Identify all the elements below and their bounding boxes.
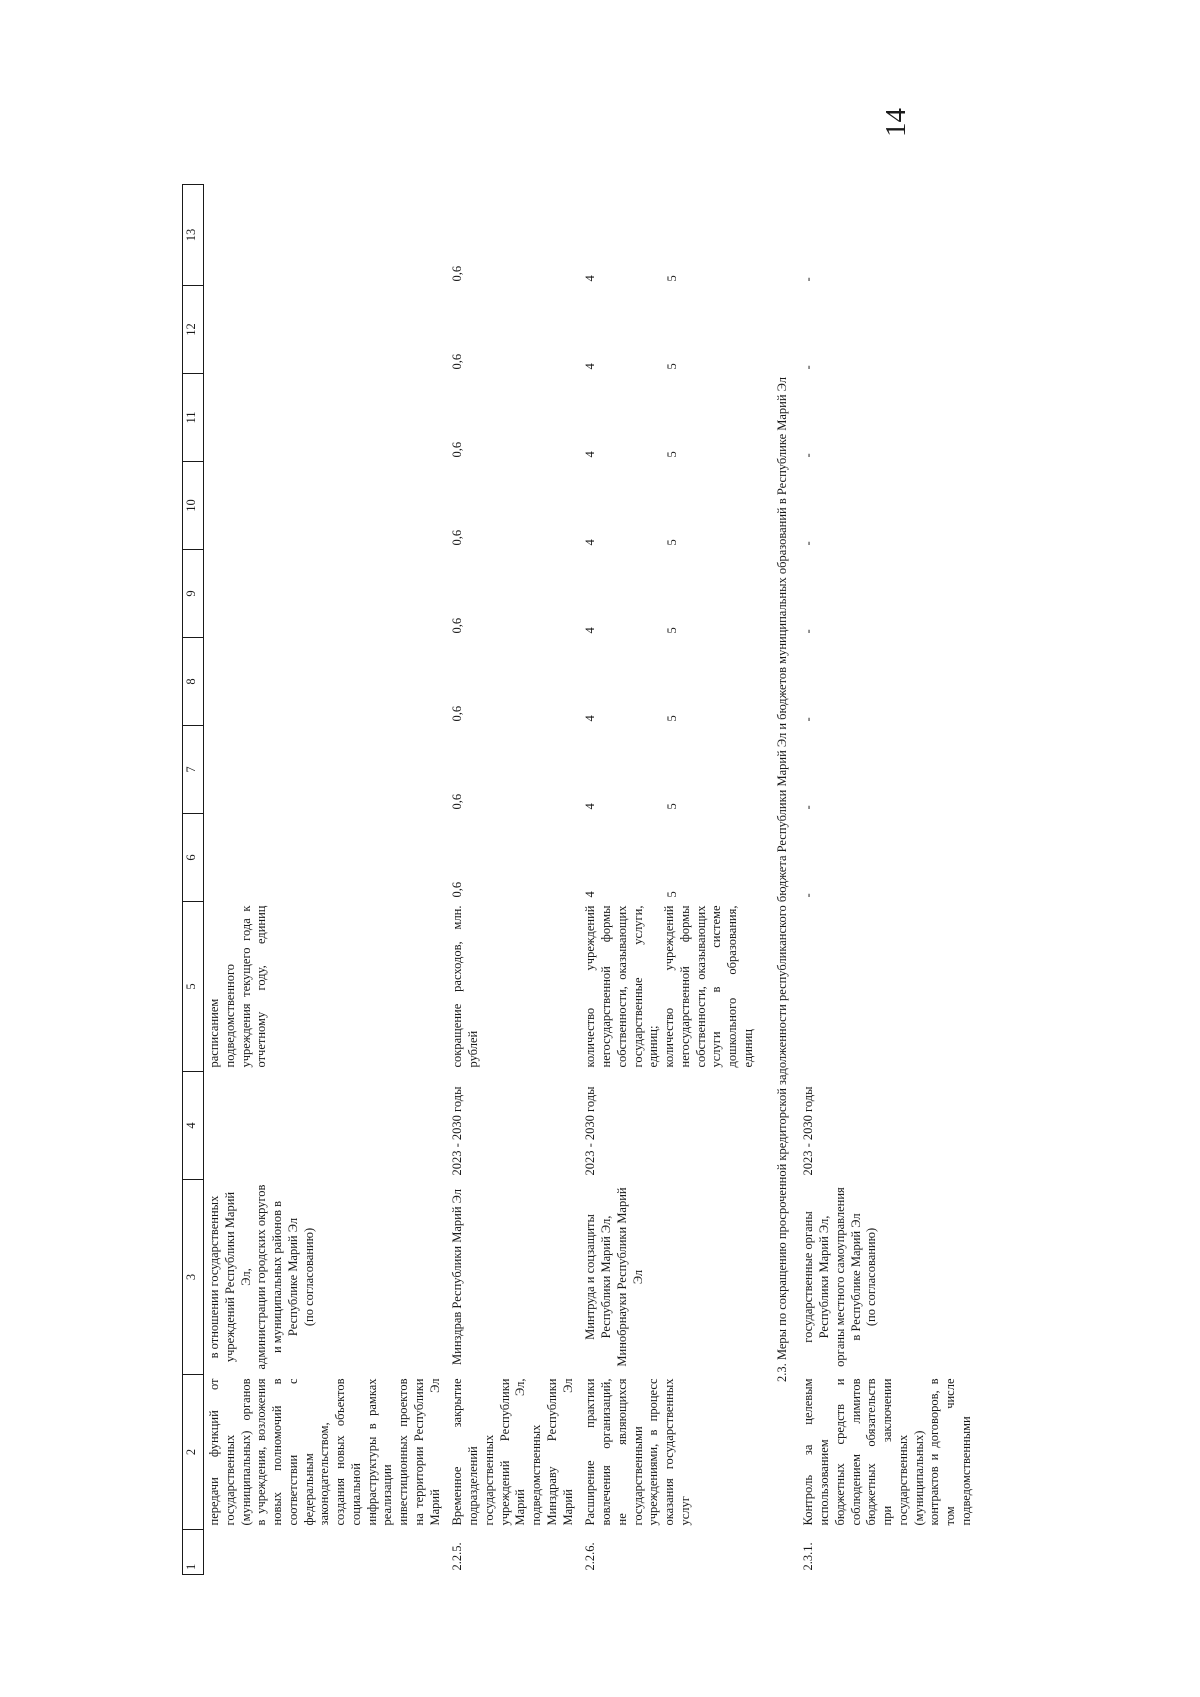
value-cell: 4	[583, 451, 598, 458]
value-cell: 5	[665, 363, 679, 370]
value-cell: 4	[583, 803, 598, 810]
column-header: 4	[183, 1072, 204, 1180]
measure-text: Временное закрытие подразделений государственных учреждений Республики Марий Эл, подведомственных Минздраву Республики Марий Эл	[450, 1378, 575, 1526]
table-row	[798, 185, 978, 1575]
period-text: 2023 - 2030 годы	[583, 1086, 598, 1176]
column-header: 7	[183, 726, 204, 814]
measure-text: Расширение практики вовлечения организаций, не являющихся государственными учреждениями, в процесс оказания государственных услуг	[583, 1378, 692, 1526]
value-cell: 4	[583, 275, 598, 282]
row-number: 2.2.6.	[583, 1542, 598, 1571]
value-cell: 4	[583, 715, 598, 722]
value-cell	[204, 638, 448, 726]
value-cell: 5	[665, 627, 679, 634]
column-header: 13	[183, 185, 204, 286]
value-cell: 5	[665, 715, 679, 722]
value-cell: 4	[583, 363, 598, 370]
column-header: 6	[183, 814, 204, 902]
row-number: 2.3.1.	[801, 1542, 816, 1571]
measure-text: передачи функций от государственных (муниципальных) органов в учреждения, возложения новых полномочий в соответствии с федеральным законодательством, создания новых объектов социальной инфраструктуры в рамках реализации инвестиционных проектов на территории Республики Марий Эл	[207, 1378, 442, 1526]
row-number	[204, 1530, 448, 1575]
value-cell	[204, 726, 448, 814]
value-cell	[204, 814, 448, 902]
value-cell: 4	[583, 891, 598, 898]
indicator-text: количество учреждений негосударственной формы собственности, оказывающих государственные услуги, единиц;	[583, 905, 661, 1068]
period-text: 2023 - 2030 годы	[801, 1086, 816, 1176]
value-cell: 0,6	[450, 265, 465, 282]
period-text	[204, 1072, 448, 1180]
value-cell	[204, 462, 448, 550]
value-cell: 5	[665, 275, 679, 282]
value-cell: -	[801, 541, 816, 546]
column-header: 8	[183, 638, 204, 726]
value-cell: 4	[583, 627, 598, 634]
value-cell: 0,6	[450, 881, 465, 898]
value-cell: -	[801, 453, 816, 458]
column-header: 12	[183, 286, 204, 374]
table-row	[204, 185, 448, 1575]
measures-table	[182, 184, 979, 1575]
value-cell: 4	[583, 539, 598, 546]
value-cell: 0,6	[450, 529, 465, 546]
value-cell: -	[801, 365, 816, 370]
value-cell: -	[801, 277, 816, 282]
value-cell: 0,6	[450, 353, 465, 370]
executor-text: Минтруда и соцзащиты Республики Марий Эл, Минобрнауки Республики Марий Эл	[583, 1187, 645, 1367]
measure-text: Контроль за целевым использованием бюджетных средств и соблюдением лимитов бюджетных обязательств при заключении государственных (муниципальных) контрактов и договоров, в том числе подведомственными	[801, 1378, 973, 1526]
indicator-text	[798, 902, 978, 1072]
page-number: 14	[880, 108, 912, 137]
rotated-table-block	[182, 195, 973, 1575]
indicator-text: сокращение расходов, млн. рублей	[450, 905, 480, 1068]
executor-text: Минздрав Республики Марий Эл	[450, 1189, 465, 1365]
value-cell	[204, 185, 448, 286]
value-cell	[204, 374, 448, 462]
table-row	[447, 185, 580, 1575]
indicator-text: количество учреждений негосударственной формы собственности, оказывающих услуги в системе дошкольного образования, единиц	[662, 905, 755, 1068]
value-cell: 0,6	[450, 793, 465, 810]
column-header: 1	[183, 1530, 204, 1575]
table-row	[580, 185, 662, 1575]
value-cell	[204, 286, 448, 374]
section-heading-row	[761, 185, 799, 1575]
value-cell: 5	[665, 539, 679, 546]
column-header: 3	[183, 1180, 204, 1375]
value-cell: 0,6	[450, 617, 465, 634]
column-header: 10	[183, 462, 204, 550]
value-cell: 0,6	[450, 441, 465, 458]
value-cell: -	[801, 805, 816, 810]
value-cell: 5	[665, 451, 679, 458]
value-cell: -	[801, 717, 816, 722]
period-text: 2023 - 2030 годы	[450, 1086, 465, 1176]
value-cell: 5	[665, 803, 679, 810]
value-cell: -	[801, 629, 816, 634]
column-header: 2	[183, 1375, 204, 1530]
column-header: 9	[183, 550, 204, 638]
row-number: 2.2.5.	[450, 1542, 465, 1571]
executor-text: государственные органы Республики Марий Эл, органы местного самоуправления в Республике Марий Эл (по согласованию)	[801, 1187, 879, 1367]
value-cell: 5	[665, 891, 679, 898]
value-cell: -	[801, 893, 816, 898]
value-cell: 0,6	[450, 705, 465, 722]
section-title: 2.3. Меры по сокращению просроченной кредиторской задолженности республиканского бюджета Республики Марий Эл и бюджетов муниципальных образований в Республике Марий Эл	[774, 377, 789, 1382]
column-number-header-row	[183, 185, 204, 1575]
executor-text: в отношении государственных учреждений Республики Марий Эл, администрации городских округов и муниципальных районов в Республике Марий Эл (по согласованию)	[207, 1184, 316, 1370]
column-header: 5	[183, 902, 204, 1072]
value-cell	[204, 550, 448, 638]
indicator-text: расписанием подведомственного учреждения текущего года к отчетному году, единиц	[207, 905, 269, 1068]
column-header: 11	[183, 374, 204, 462]
